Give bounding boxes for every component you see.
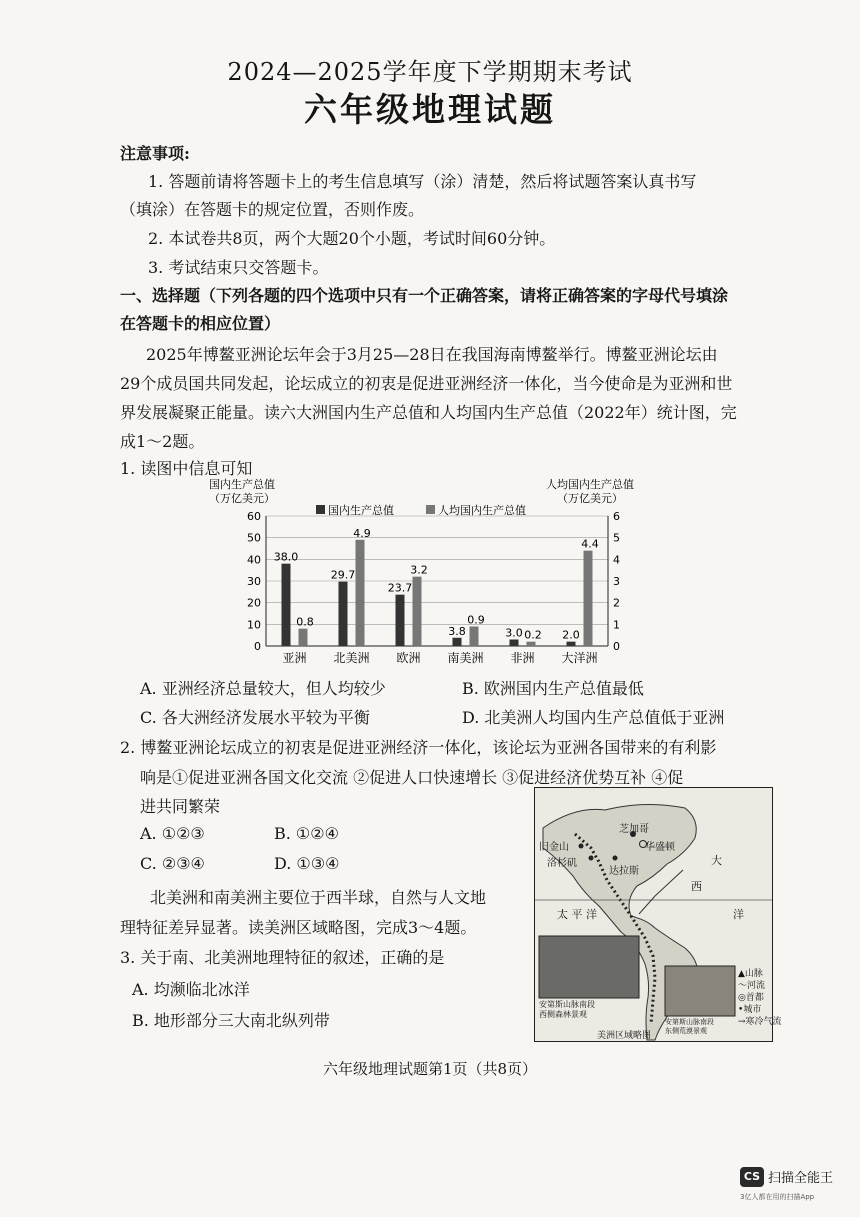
map-label-ocean-yang: 洋 <box>733 908 744 921</box>
bar-per-capita <box>470 627 479 647</box>
exam-title: 2024—2025学年度下学期期末考试 <box>227 58 633 86</box>
intro-line-2: 29个成员国共同发起，论坛成立的初衷是促进亚洲经济一体化，当今使命是为亚洲和世 <box>120 374 733 393</box>
photo-west-caption <box>539 1000 595 1020</box>
q2-option-a[interactable]: A. ①②③ <box>140 824 205 843</box>
q1-option-c[interactable]: C. 各大洲经济发展水平较为平衡 <box>140 708 370 727</box>
bar-per-capita <box>584 551 593 646</box>
notes-item-2: 2. 本试卷共8页，两个大题20个小题，考试时间60分钟。 <box>148 229 556 248</box>
intro34-line-2: 理特征差异显著。读美洲区域略图，完成3～4题。 <box>120 918 477 937</box>
legend-label-per-capita: 人均国内生产总值 <box>438 504 526 517</box>
q2-stem: 2. 博鳌亚洲论坛成立的初衷是促进亚洲经济一体化，该论坛为亚洲各国带来的有利影 <box>120 738 717 757</box>
map-label-ocean-xi: 西 <box>691 880 702 893</box>
bar-gdp <box>453 638 462 646</box>
left-tick-label: 0 <box>254 640 261 653</box>
right-tick-label: 5 <box>613 531 620 545</box>
right-tick-label: 3 <box>613 575 620 588</box>
notes-item-3: 3. 考试结束只交答题卡。 <box>148 258 329 277</box>
bar-gdp-label: 3.0 <box>505 626 523 640</box>
left-axis-label: 国内生产总值 <box>209 478 275 491</box>
photo-east-desert <box>665 966 735 1016</box>
legend-capital: ◎首都 <box>738 993 764 1003</box>
intro-line-4: 成1～2题。 <box>120 432 205 451</box>
q1-option-a[interactable]: A. 亚洲经济总量较大，但人均较少 <box>140 679 386 698</box>
left-tick-label: 60 <box>247 510 261 523</box>
map-legend <box>738 968 782 1028</box>
photo-east-caption <box>665 1018 714 1036</box>
legend-label-gdp: 国内生产总值 <box>328 504 394 517</box>
q2-option-d[interactable]: D. ①③④ <box>274 854 340 873</box>
gdp-chart <box>209 474 634 674</box>
q2-option-c[interactable]: C. ②③④ <box>140 854 205 873</box>
legend-swatch-per-capita <box>426 505 435 514</box>
americas-map <box>534 787 782 1042</box>
q3-stem: 3. 关于南、北美洲地理特征的叙述，正确的是 <box>120 948 445 967</box>
left-tick-label: 50 <box>247 531 261 545</box>
q3-option-b[interactable]: B. 地形部分三大南北纵列带 <box>132 1011 330 1030</box>
legend-swatch-gdp <box>316 505 325 514</box>
river-icon: ～ <box>738 981 748 991</box>
map-label-chicago: 芝加哥 <box>619 824 649 835</box>
left-tick-label: 20 <box>247 596 261 610</box>
bar-per-capita-label: 4.9 <box>353 526 371 540</box>
bar-per-capita <box>527 642 536 646</box>
map-label-pacific: 太 平 洋 <box>557 908 597 921</box>
photo-east-caption-2: 东侧荒漠景观 <box>665 1027 707 1035</box>
bar-gdp-label: 2.0 <box>562 628 580 642</box>
city-dallas-dot <box>613 856 618 861</box>
mountain-icon: ▲ <box>738 969 745 979</box>
category-label: 非洲 <box>510 651 535 665</box>
left-tick-label: 30 <box>247 575 261 588</box>
legend-river: ～河流 <box>738 981 766 991</box>
notes-item-1: 1. 答题前请将答题卡上的考生信息填写（涂）清楚，然后将试题答案认真书写 <box>148 172 697 191</box>
bar-per-capita-label: 4.4 <box>581 537 599 551</box>
category-label: 亚洲 <box>282 651 307 665</box>
left-tick-label: 10 <box>247 618 261 632</box>
category-label: 欧洲 <box>396 651 421 665</box>
map-label-la: 洛杉矶 <box>547 858 577 869</box>
intro-line-3: 界发展凝聚正能量。读六大洲国内生产总值和人均国内生产总值（2022年）统计图，完 <box>120 403 737 422</box>
legend-city: •城市 <box>738 1005 762 1015</box>
gdp-chart-svg <box>209 474 634 674</box>
scanner-name: 扫描全能王 <box>768 1171 834 1186</box>
exam-subtitle: 六年级地理试题 <box>304 90 556 129</box>
right-tick-label: 0 <box>613 640 620 653</box>
category-label: 大洋洲 <box>561 651 598 665</box>
legend-cold-current: →寒冷气流 <box>738 1017 782 1027</box>
bar-gdp <box>396 595 405 646</box>
photo-west-caption-1: 安第斯山脉南段 <box>539 1000 595 1009</box>
right-tick-label: 4 <box>613 553 620 567</box>
q2-stem-cont-2: 进共同繁荣 <box>140 797 221 816</box>
map-label-dallas: 达拉斯 <box>609 866 639 877</box>
map-label-washington: 华盛顿 <box>645 842 675 853</box>
right-tick-label: 2 <box>613 596 620 610</box>
map-caption: 美洲区域略图 <box>597 1031 652 1041</box>
bar-per-capita-label: 0.2 <box>524 628 542 642</box>
photo-west-forest <box>539 936 639 998</box>
bar-gdp <box>339 582 348 646</box>
photo-west-caption-2: 西侧森林景观 <box>539 1010 587 1019</box>
section-heading: 一、选择题（下列各题的四个选项中只有一个正确答案，请将正确答案的字母代号填涂 <box>120 286 729 305</box>
right-tick-label: 1 <box>613 618 620 632</box>
q2-stem-cont-1: 响是①促进亚洲各国文化交流 ②促进人口快速增长 ③促进经济优势互补 ④促 <box>140 768 684 787</box>
bar-per-capita <box>413 577 422 646</box>
bar-per-capita-label: 0.9 <box>467 613 485 627</box>
left-tick-label: 40 <box>247 553 261 567</box>
map-label-ocean-da: 大 <box>711 854 722 867</box>
bar-per-capita <box>299 629 308 646</box>
intro34-line-1: 北美洲和南美洲主要位于西半球，自然与人文地 <box>150 888 487 907</box>
bar-gdp <box>567 642 576 646</box>
bar-gdp-label: 3.8 <box>448 624 466 638</box>
right-tick-label: 6 <box>613 510 620 523</box>
cold-current-icon: → <box>738 1017 746 1027</box>
city-la-dot <box>589 856 594 861</box>
q1-stem: 1. 读图中信息可知 <box>120 459 253 478</box>
right-axis-unit: （万亿美元） <box>557 492 623 505</box>
notes-item-1-cont: （填涂）在答题卡的规定位置，否则作废。 <box>120 200 425 219</box>
q3-option-a[interactable]: A. 均濒临北冰洋 <box>132 980 250 999</box>
q1-option-b[interactable]: B. 欧洲国内生产总值最低 <box>462 679 644 698</box>
section-heading-cont: 在答题卡的相应位置） <box>120 314 281 333</box>
category-label: 南美洲 <box>447 651 484 665</box>
scanner-logo: CS <box>740 1167 764 1187</box>
city-icon: • <box>738 1005 744 1015</box>
bar-gdp-label: 38.0 <box>273 550 299 564</box>
left-axis-unit: （万亿美元） <box>209 492 275 505</box>
scanner-slogan: 3亿人都在用的扫描App <box>740 1193 815 1201</box>
bar-per-capita-label: 0.8 <box>296 615 314 629</box>
map-label-sf: 旧金山 <box>539 842 569 853</box>
category-label: 北美洲 <box>333 651 370 665</box>
intro-line-1: 2025年博鳌亚洲论坛年会于3月25—28日在我国海南博鳌举行。博鳌亚洲论坛由 <box>146 345 718 364</box>
q1-option-d[interactable]: D. 北美洲人均国内生产总值低于亚洲 <box>462 708 725 727</box>
bar-gdp <box>510 640 519 647</box>
notes-heading: 注意事项: <box>120 144 190 163</box>
bar-gdp-label: 23.7 <box>387 581 413 595</box>
capital-icon: ◎ <box>738 993 746 1003</box>
bar-per-capita-label: 3.2 <box>410 563 428 577</box>
bar-per-capita <box>356 540 365 646</box>
photo-east-caption-1: 安第斯山脉南段 <box>665 1018 714 1026</box>
page-footer: 六年级地理试题第1页（共8页） <box>322 1060 538 1078</box>
bar-gdp <box>282 564 291 646</box>
q2-option-b[interactable]: B. ①②④ <box>274 824 339 843</box>
city-sf-dot <box>579 844 584 849</box>
right-axis-label: 人均国内生产总值 <box>546 478 634 491</box>
bar-gdp-label: 29.7 <box>330 568 356 582</box>
legend-mountain: ▲山脉 <box>738 969 763 979</box>
